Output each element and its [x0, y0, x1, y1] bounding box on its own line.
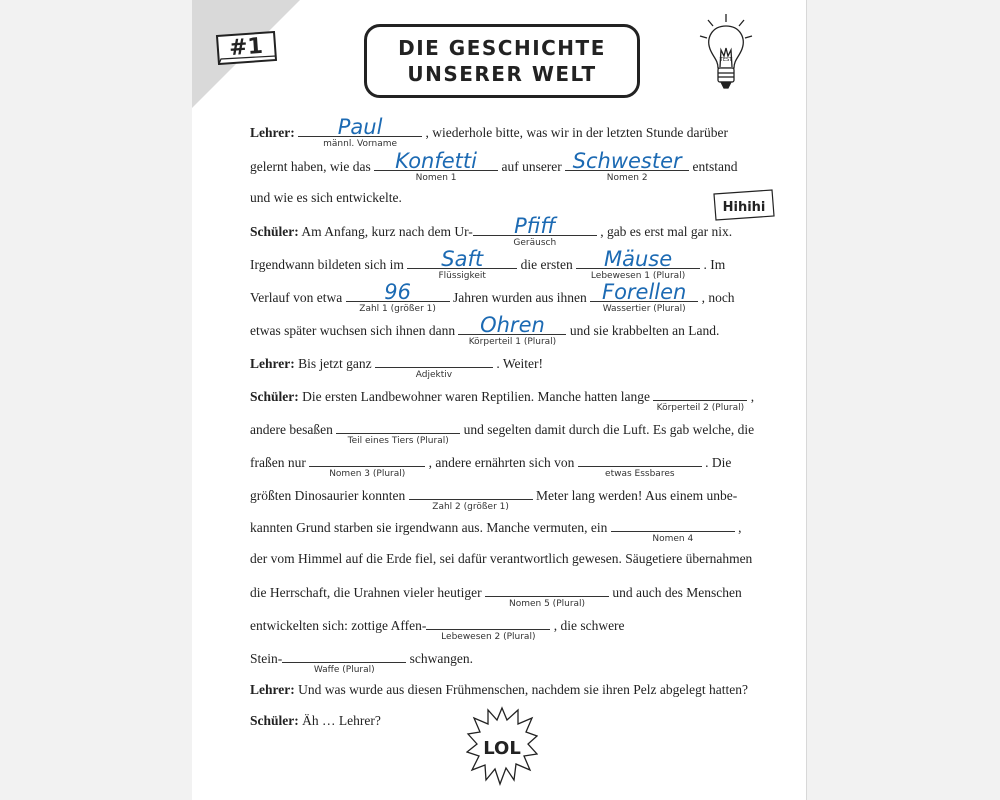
- blank-nomen-2-value: Schwester: [572, 149, 682, 173]
- blank-nomen-3-caption: Nomen 3 (Plural): [329, 469, 406, 479]
- story-text: Äh … Lehrer?: [298, 713, 381, 728]
- blank-nomen-5[interactable]: [485, 582, 609, 609]
- blank-essbares[interactable]: [578, 452, 702, 479]
- blank-koerperteil-1-value: Ohren: [480, 313, 545, 337]
- blank-adjektiv[interactable]: [375, 353, 493, 380]
- blank-wassertier[interactable]: [590, 280, 698, 314]
- story-line-14: [250, 550, 752, 568]
- story-line-19: [250, 712, 381, 730]
- story-text: Am Anfang, kurz nach dem Ur-: [298, 224, 473, 239]
- story-text: der vom Himmel auf die Erde fiel, sei dafür verantwortlich gewesen. Säugetiere übernahmen: [250, 551, 753, 566]
- blank-nomen-4[interactable]: [611, 517, 735, 544]
- blank-nomen-1[interactable]: [374, 149, 498, 183]
- blank-zahl-1-caption: Zahl 1 (größer 1): [359, 304, 436, 314]
- story-text: andere besaßen: [250, 422, 337, 437]
- blank-waffe[interactable]: [282, 648, 406, 675]
- blank-lebewesen-1[interactable]: [576, 247, 700, 281]
- story-text: die ersten: [517, 257, 577, 272]
- story-text: und wie es sich entwickelte.: [250, 190, 402, 205]
- story-text: schwangen.: [406, 651, 473, 666]
- blank-wassertier-value: Forellen: [601, 280, 687, 304]
- worksheet-page: [192, 0, 806, 800]
- blank-nomen-5-caption: Nomen 5 (Plural): [508, 599, 586, 609]
- blank-zahl-2-caption: Zahl 2 (größer 1): [432, 502, 509, 512]
- story-text: gelernt haben, wie das: [250, 159, 375, 174]
- story-text: Stein-: [250, 651, 283, 666]
- speaker-schueler: Schüler:: [250, 389, 299, 404]
- story-text: Bis jetzt ganz: [294, 356, 375, 371]
- blank-adjektiv-caption: Adjektiv: [415, 370, 453, 380]
- bulb-label: TEST: [719, 57, 733, 63]
- blank-koerperteil-1[interactable]: [458, 313, 566, 347]
- blank-koerperteil-2[interactable]: [653, 386, 747, 413]
- blank-waffe-caption: Waffe (Plural): [313, 665, 375, 675]
- speaker-lehrer: Lehrer:: [250, 125, 295, 140]
- story-text: größten Dinosaurier konnten: [250, 488, 409, 503]
- story-text: Meter lang werden! Aus einem unbe-: [532, 488, 738, 503]
- title-box: [364, 24, 640, 98]
- story-text: die Herrschaft, die Urahnen vieler heutiger: [250, 585, 486, 600]
- blank-vorname-value: Paul: [337, 115, 383, 139]
- story-text: ,: [734, 520, 742, 535]
- story-text: Und was wurde aus diesen Frühmenschen, nachdem sie ihren Pelz abgelegt hatten?: [294, 682, 748, 697]
- story-text: . Die: [701, 455, 732, 470]
- story-text: und auch des Menschen: [609, 585, 742, 600]
- blank-teil-tier[interactable]: [336, 419, 460, 446]
- story-line-11: [250, 452, 732, 479]
- blank-koerperteil-1-caption: Körperteil 1 (Plural): [468, 337, 557, 347]
- story-text: . Im: [700, 257, 726, 272]
- story-line-3: [250, 189, 402, 207]
- story-text: Die ersten Landbewohner waren Reptilien. Manche hatten lange: [298, 389, 654, 404]
- blank-fluessigkeit-caption: Flüssigkeit: [438, 271, 486, 281]
- story-line-8: [250, 353, 543, 380]
- hihi-text: Hihihi: [722, 200, 766, 215]
- lol-text: LOL: [483, 738, 521, 759]
- story-text: , die schwere: [550, 618, 625, 633]
- story-text: kannten Grund starben sie irgendwann aus. Manche vermuten, ein: [250, 520, 611, 535]
- blank-teil-tier-caption: Teil eines Tiers (Plural): [347, 436, 449, 446]
- story-line-2: [250, 149, 738, 183]
- blank-lebewesen-1-caption: Lebewesen 1 (Plural): [590, 271, 686, 281]
- number-tag-label: #1: [228, 33, 264, 62]
- story-text: Jahren wurden aus ihnen: [449, 290, 591, 305]
- blank-geraeusch-caption: Geräusch: [513, 238, 557, 248]
- blank-nomen-4-caption: Nomen 4: [652, 534, 694, 544]
- blank-geraeusch-value: Pfiff: [514, 214, 556, 238]
- story-text: , gab es erst mal gar nix.: [596, 224, 733, 239]
- story-text: , andere ernährten sich von: [425, 455, 578, 470]
- blank-essbares-caption: etwas Essbares: [605, 469, 675, 479]
- story-line-7: [250, 313, 720, 347]
- story-line-4: [250, 214, 733, 248]
- story-line-9: [250, 386, 755, 413]
- blank-nomen-2[interactable]: [565, 149, 689, 183]
- speaker-lehrer: Lehrer:: [250, 356, 295, 371]
- blank-lebewesen-1-value: Mäuse: [603, 247, 673, 271]
- blank-zahl-2[interactable]: [409, 485, 533, 512]
- blank-koerperteil-2-caption: Körperteil 2 (Plural): [656, 403, 745, 413]
- speaker-schueler: Schüler:: [250, 224, 299, 239]
- story-text: , wiederhole bitte, was wir in der letzten Stunde darüber: [422, 125, 729, 140]
- story-line-12: [250, 485, 738, 512]
- blank-fluessigkeit[interactable]: [407, 247, 517, 281]
- blank-nomen-1-caption: Nomen 1: [415, 173, 457, 183]
- lol-burst-icon: [466, 706, 538, 786]
- story-line-15: [250, 582, 742, 609]
- story-text: und sie krabbelten an Land.: [566, 323, 720, 338]
- blank-vorname[interactable]: [298, 115, 422, 149]
- story-line-6: [250, 280, 735, 314]
- story-line-18: [250, 681, 748, 699]
- story-text: fraßen nur: [250, 455, 310, 470]
- blank-zahl-1[interactable]: [346, 280, 450, 314]
- story-text: und segelten damit durch die Luft. Es gab welche, die: [460, 422, 755, 437]
- blank-lebewesen-2[interactable]: [426, 615, 550, 642]
- blank-fluessigkeit-value: Saft: [441, 247, 484, 271]
- story-line-13: [250, 517, 742, 544]
- story-text: Irgendwann bildeten sich im: [250, 257, 408, 272]
- story-text: . Weiter!: [492, 356, 543, 371]
- hihihi-doodle: [712, 188, 776, 222]
- blank-nomen-1-value: Konfetti: [395, 149, 477, 173]
- blank-lebewesen-2-caption: Lebewesen 2 (Plural): [441, 632, 536, 642]
- story-line-5: [250, 247, 726, 281]
- story-text: , noch: [698, 290, 735, 305]
- number-tag: [214, 31, 278, 65]
- blank-zahl-1-value: 96: [384, 280, 411, 304]
- story-line-1: [250, 115, 729, 149]
- page-title: DIE GESCHICHTE UNSERER WELT: [398, 36, 606, 86]
- story-text: Verlauf von etwa: [250, 290, 346, 305]
- blank-nomen-2-caption: Nomen 2: [606, 173, 648, 183]
- lightbulb-icon: [696, 12, 756, 94]
- blank-nomen-3[interactable]: [309, 452, 425, 479]
- blank-geraeusch[interactable]: [473, 214, 597, 248]
- story-text: auf unserer: [498, 159, 566, 174]
- story-text: ,: [747, 389, 755, 404]
- speaker-lehrer: Lehrer:: [250, 682, 295, 697]
- blank-wassertier-caption: Wassertier (Plural): [602, 304, 686, 314]
- story-text: entwickelten sich: zottige Affen-: [250, 618, 427, 633]
- story-line-17: [250, 648, 473, 675]
- blank-vorname-caption: männl. Vorname: [323, 139, 398, 149]
- story-text: entstand: [689, 159, 738, 174]
- speaker-schueler: Schüler:: [250, 713, 299, 728]
- story-line-10: [250, 419, 755, 446]
- story-line-16: [250, 615, 625, 642]
- story-text: etwas später wuchsen sich ihnen dann: [250, 323, 459, 338]
